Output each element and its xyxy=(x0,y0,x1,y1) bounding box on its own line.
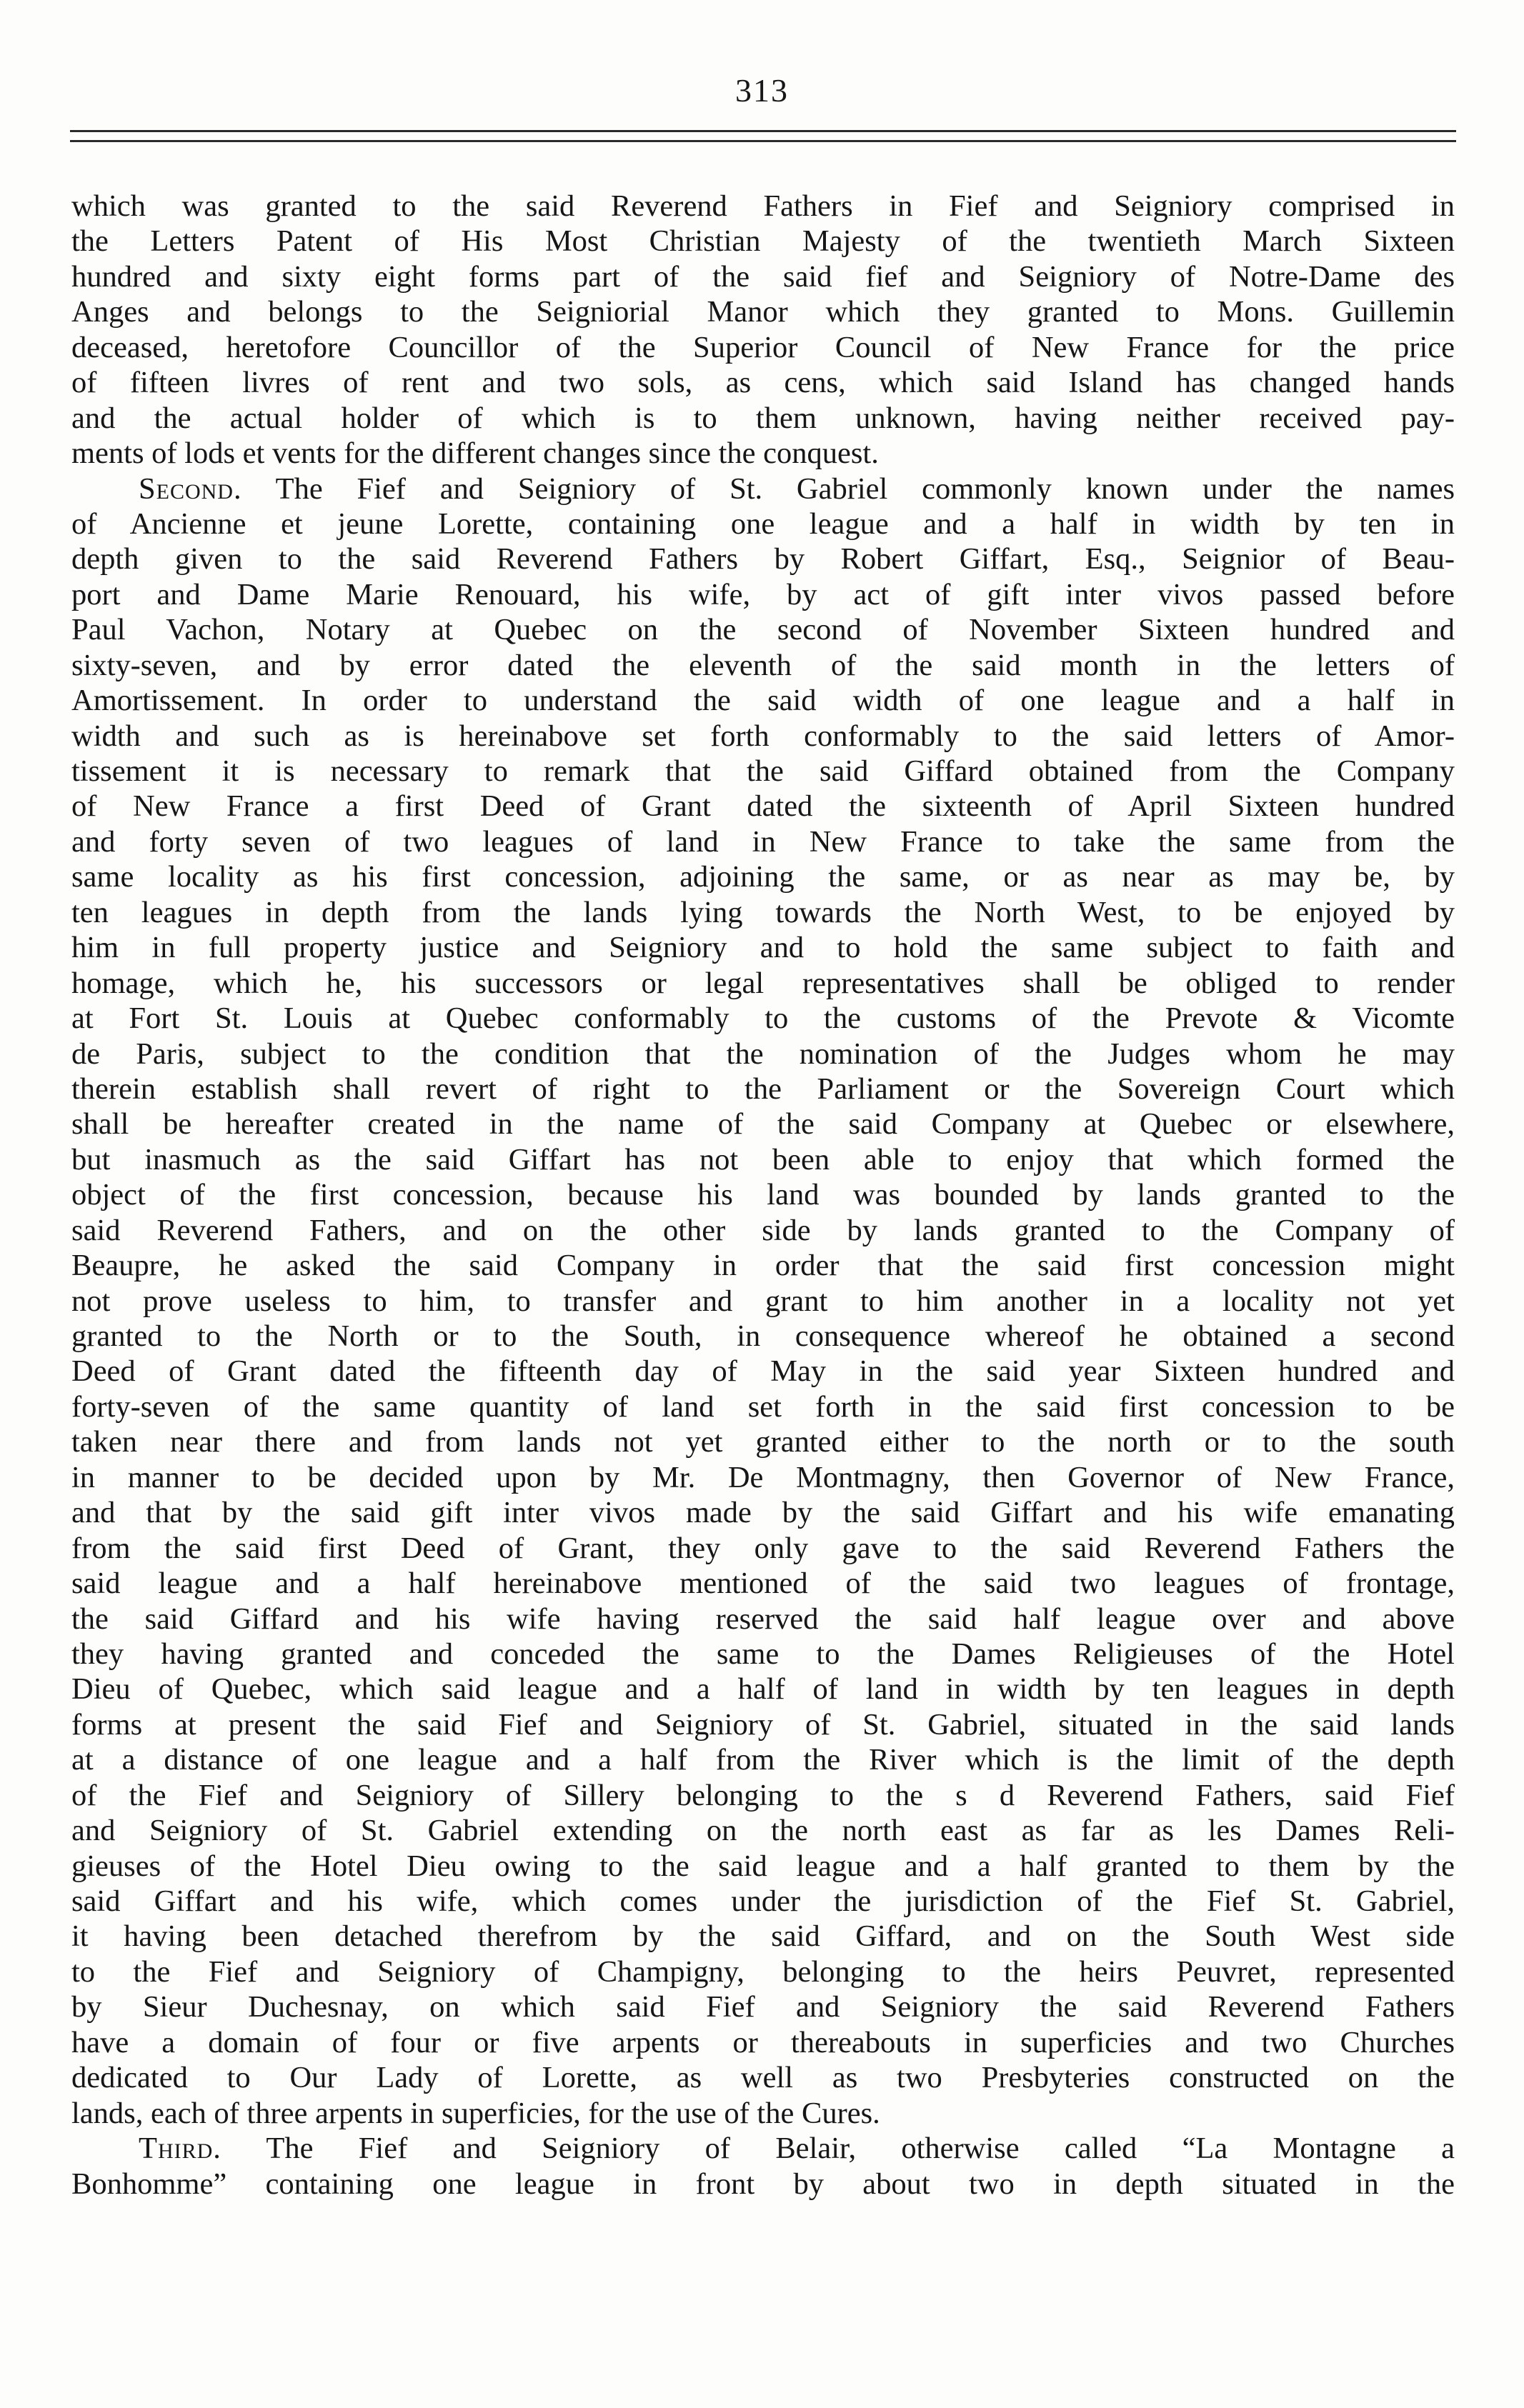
text-line: Bonhomme” containing one league in front by about two in depth situated in the xyxy=(71,2167,1455,2201)
text-line: hundred and sixty eight forms part of the said fief and Seigniory of Notre-Dame des xyxy=(71,259,1455,294)
text-line: and forty seven of two leagues of land in New France to take the same from the xyxy=(71,824,1455,859)
text-line: to the Fief and Seigniory of Champigny, belonging to the heirs Peuvret, represented xyxy=(71,1954,1455,1989)
text-line: and that by the said gift inter vivos made by the said Giffart and his wife emanating xyxy=(71,1496,1455,1530)
paragraph-second xyxy=(71,471,1455,2132)
text-line: the Letters Patent of His Most Christian Majesty of the twentieth March Sixteen xyxy=(71,224,1455,259)
text-line: at a distance of one league and a half from the River which is the limit of the depth xyxy=(71,1743,1455,1777)
text-line: Beaupre, he asked the said Company in order that the said first concession might xyxy=(71,1249,1455,1283)
text-line: forms at present the said Fief and Seigniory of St. Gabriel, situated in the said lands xyxy=(71,1707,1455,1742)
text-line: port and Dame Marie Renouard, his wife, by act of gift inter vivos passed before xyxy=(71,577,1455,611)
text-line: taken near there and from lands not yet granted either to the north or to the south xyxy=(71,1425,1455,1459)
text-line: ments of lods et vents for the different changes since the conquest. xyxy=(71,436,879,471)
text-line: from the said first Deed of Grant, they only gave to the said Reverend Fathers the xyxy=(71,1531,1455,1565)
text-line: Amortissement. In order to understand the said width of one league and a half in xyxy=(71,684,1455,718)
header-rule-bottom xyxy=(70,140,1456,142)
body-text xyxy=(71,189,1455,2202)
text-line: which was granted to the said Reverend Fathers in Fief and Seigniory comprised in xyxy=(71,189,1455,223)
text-line: sixty-seven, and by error dated the eleventh of the said month in the letters of xyxy=(71,648,1455,682)
text-line: de Paris, subject to the condition that the nomination of the Judges whom he may xyxy=(71,1036,1455,1071)
text-line: tissement it is necessary to remark that the said Giffard obtained from the Company xyxy=(71,754,1455,788)
text-line: of fifteen livres of rent and two sols, as cens, which said Island has changed hands xyxy=(71,366,1455,400)
text-line: lands, each of three arpents in superficies, for the use of the Cures. xyxy=(71,2096,880,2130)
text-line: deceased, heretofore Councillor of the Superior Council of New France for the price xyxy=(71,330,1455,364)
text-line: ten leagues in depth from the lands lying towards the North West, to be enjoyed by xyxy=(71,895,1455,929)
text-line: depth given to the said Reverend Fathers by Robert Giffart, Esq., Seignior of Beau- xyxy=(71,542,1455,576)
text-line: of Ancienne et jeune Lorette, containing one league and a half in width by ten in xyxy=(71,506,1455,541)
text-line: dedicated to Our Lady of Lorette, as well as two Presbyteries constructed on the xyxy=(71,2061,1455,2095)
text-line: therein establish shall revert of right to the Parliament or the Sovereign Court which xyxy=(71,1071,1455,1106)
text-line: said Giffart and his wife, which comes under the jurisdiction of the Fief St. Gabriel, xyxy=(71,1884,1455,1918)
text-line: in manner to be decided upon by Mr. De Montmagny, then Governor of New France, xyxy=(71,1460,1455,1494)
text-line xyxy=(71,2131,1455,2166)
text-line: same locality as his first concession, adjoining the same, or as near as may be, by xyxy=(71,860,1455,894)
text-line: have a domain of four or five arpents or thereabouts in superficies and two Churches xyxy=(71,2025,1455,2059)
text-line: gieuses of the Hotel Dieu owing to the said league and a half granted to them by the xyxy=(71,1849,1455,1883)
text-line: Deed of Grant dated the fifteenth day of May in the said year Sixteen hundred and xyxy=(71,1354,1455,1389)
text-line: forty-seven of the same quantity of land set forth in the said first concession to be xyxy=(71,1389,1455,1424)
text-line: but inasmuch as the said Giffart has not been able to enjoy that which formed the xyxy=(71,1142,1455,1176)
text-line: Anges and belongs to the Seigniorial Manor which they granted to Mons. Guillemin xyxy=(71,295,1455,329)
text-line: Dieu of Quebec, which said league and a half of land in width by ten leagues in depth xyxy=(71,1672,1455,1707)
text-line: him in full property justice and Seigniory and to hold the same subject to faith and xyxy=(71,931,1455,965)
text-line: it having been detached therefrom by the said Giffard, and on the South West side xyxy=(71,1919,1455,1954)
text-line: and Seigniory of St. Gabriel extending on the north east as far as les Dames Reli- xyxy=(71,1814,1455,1848)
text-line: shall be hereafter created in the name of the said Company at Quebec or elsewhere, xyxy=(71,1107,1455,1141)
paragraph-continuation xyxy=(71,189,1455,471)
text-line: width and such as is hereinabove set forth conformably to the said letters of Amor- xyxy=(71,719,1455,753)
text-line: object of the first concession, because his land was bounded by lands granted to the xyxy=(71,1178,1455,1212)
header-rule-top xyxy=(70,130,1456,132)
text-line: homage, which he, his successors or legal representatives shall be obliged to render xyxy=(71,966,1455,1000)
text-line: of New France a first Deed of Grant dated the sixteenth of April Sixteen hundred xyxy=(71,789,1455,824)
text-line: Paul Vachon, Notary at Quebec on the second of November Sixteen hundred and xyxy=(71,613,1455,647)
paragraph-lead: Second. xyxy=(139,471,242,506)
text-line-rest: The Fief and Seigniory of St. Gabriel commonly known under the names xyxy=(241,471,1455,506)
text-line: and the actual holder of which is to them unknown, having neither received pay- xyxy=(71,401,1455,435)
text-line: by Sieur Duchesnay, on which said Fief and Seigniory the said Reverend Fathers xyxy=(71,1990,1455,2024)
text-line: the said Giffard and his wife having reserved the said half league over and above xyxy=(71,1602,1455,1636)
text-line: not prove useless to him, to transfer and grant to him another in a locality not yet xyxy=(71,1284,1455,1318)
text-line xyxy=(71,471,1455,506)
paragraph-lead: Third. xyxy=(139,2132,221,2166)
text-line: said Reverend Fathers, and on the other side by lands granted to the Company of xyxy=(71,1213,1455,1247)
text-line: said league and a half hereinabove mentioned of the said two leagues of frontage, xyxy=(71,1567,1455,1601)
paragraph-third xyxy=(71,2131,1455,2202)
text-line-rest: The Fief and Seigniory of Belair, otherwise called “La Montagne a xyxy=(221,2132,1455,2166)
text-line: of the Fief and Seigniory of Sillery belonging to the s d Reverend Fathers, said Fief xyxy=(71,1778,1455,1812)
text-line: they having granted and conceded the same to the Dames Religieuses of the Hotel xyxy=(71,1637,1455,1671)
text-line: at Fort St. Louis at Quebec conformably to the customs of the Prevote & Vicomte xyxy=(71,1001,1455,1036)
text-line: granted to the North or to the South, in consequence whereof he obtained a second xyxy=(71,1319,1455,1353)
page-number: 313 xyxy=(735,72,789,109)
